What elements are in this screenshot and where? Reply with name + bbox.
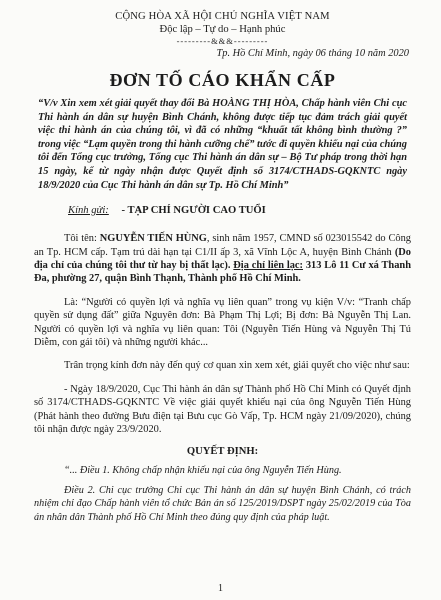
recipient-line — [34, 204, 411, 218]
contact-label: Địa chỉ liên lạc: — [233, 259, 303, 271]
recipient-value: - TẠP CHÍ NGƯỜI CAO TUỔI — [121, 205, 266, 217]
decision-paragraph: - Ngày 18/9/2020, Cục Thi hành án dân sự Thành phố Hồ Chí Minh có Quyết định số 3174/CTHADS-GQKNTC Về việc giải quyết khiếu nại của ông Nguyễn Tiến Hùng (Phát hành theo đường Bưu điện tại Bưu cục Gò Vấp, Tp. HCM ngày 21/09/2020), chúng tôi nhận được ngày 23/9/2020. — [34, 383, 411, 436]
document-title: ĐƠN TỐ CÁO KHẨN CẤP — [109, 70, 336, 90]
intro-details: , sinh năm 1957, CMND số 023015542 do Công an Tp. HCM cấp. Tạm trú dài hạn tại C1/II ấp 3, xã Vĩnh Lộc A, huyện Bình Chánh — [34, 233, 411, 258]
motto: Độc lập – Tự do – Hạnh phúc — [159, 24, 286, 35]
nation-heading: CỘNG HÒA XÃ HỘI CHỦ NGHĨA VIỆT NAM — [115, 11, 330, 22]
contact-value: 313 Lô 11 Cư xá Thanh Đa, phường 27, quận Bình Thạnh, Thành phố Hồ Chí Minh. — [34, 259, 411, 285]
recipient-label: Kính gửi: — [68, 205, 109, 217]
article-2: Điều 2. Chi cục trưởng Chi cục Thi hành án dân sự huyện Bình Chánh, có trách nhiệm chỉ đạo Chấp hành viên tổ chức Bản án số 125/2019/DSPT ngày 25/02/2019 của Tòa án nhân dân Thành phố Hồ Chí Minh theo đúng quy định của pháp luật. — [34, 484, 411, 523]
article-1: “... Điều 1. Không chấp nhận khiếu nại của ông Nguyễn Tiến Hùng. — [64, 465, 342, 477]
page-number: 1 — [218, 583, 223, 594]
decision-title: QUYẾT ĐỊNH: — [186, 446, 259, 458]
intro-lead: Tôi tên: — [64, 233, 100, 245]
request-paragraph: Trân trọng kính đơn này đến quý cơ quan xin xem xét, giải quyết cho việc như sau: — [64, 360, 410, 372]
author-name: NGUYỄN TIẾN HÙNG — [99, 233, 207, 245]
place-date: Tp. Hồ Chí Minh, ngày 06 tháng 10 năm 2020 — [216, 48, 409, 59]
ornament-divider: ---------&&&--------- — [176, 36, 269, 46]
subject-paragraph: “V/v Xin xem xét giải quyết thay đổi Bà HOÀNG THỊ HÒA, Chấp hành viên Chi cục Thi hành án dân sự huyện Bình Chánh, không được tiếp tục đảm trách giải quyết việc thi hành án của chúng tôi, vì đã có những “khuất tất không bình thường ?” trong việc “Lạm quyền trong thi hành cưỡng chế” tước đi quyền khiếu nại của chúng tôi đến Tổng cục trưởng, Tổng cục Thi hành án dân sự – Bộ Tư pháp trong thời hạn 15 ngày, kể từ ngày nhận được Quyết định số 3174/CTHADS-GQKNTC ngày 18/9/2020 của Cục Thi hành án dân sự Tp. Hồ Chí Minh” — [38, 98, 407, 191]
party-paragraph: Là: “Người có quyền lợi và nghĩa vụ liên quan” trong vụ kiện V/v: “Tranh chấp quyền sử dụng đất” giữa Nguyên đơn: Bà Phạm Thị Lợi; Bị đơn: Bà Nguyễn Thị Lan. Người có quyền lợi và nghĩa vụ liên quan: Tôi (Nguyễn Tiến Hùng và Nguyễn Thị Tú Diễm, con gái tôi) và những người khác... — [34, 296, 411, 348]
intro-note: (Do địa chỉ của chúng tôi thư từ hay bị thất lạc). — [34, 246, 411, 271]
intro-paragraph — [34, 232, 411, 286]
